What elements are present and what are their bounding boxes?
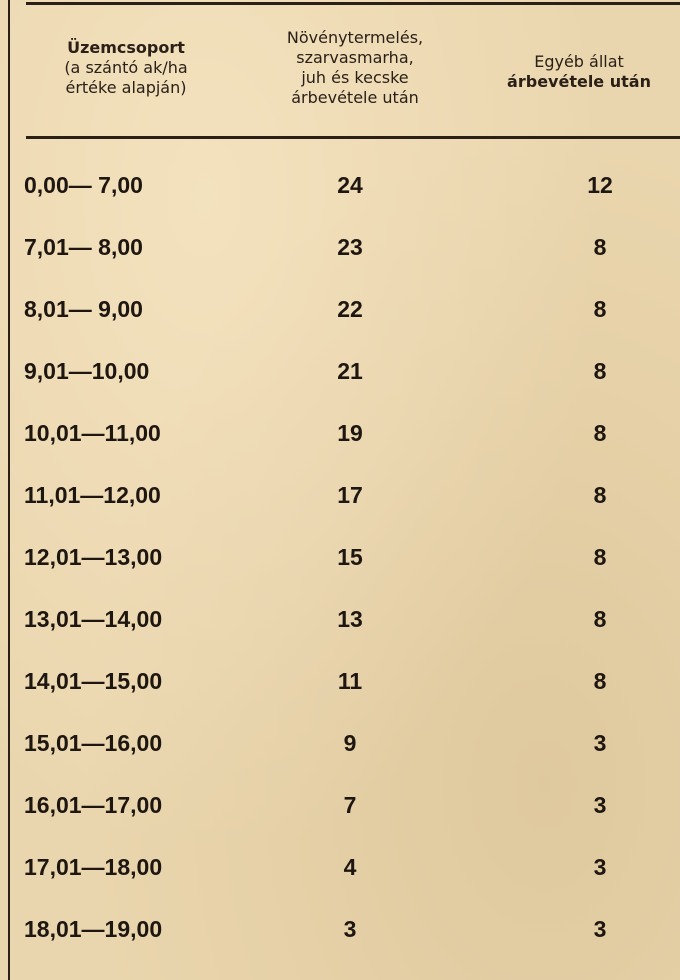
table-row bbox=[0, 274, 680, 344]
other-rate-cell: 3 bbox=[593, 792, 607, 818]
header-egyeb-allat bbox=[478, 52, 680, 92]
table-row bbox=[0, 832, 680, 902]
range-cell: 8,01— 9,00 bbox=[24, 296, 143, 322]
table-row bbox=[0, 770, 680, 840]
range-cell: 18,01—19,00 bbox=[24, 916, 163, 942]
range-cell: 9,01—10,00 bbox=[24, 358, 150, 384]
table-row bbox=[0, 336, 680, 406]
plant-rate-cell: 3 bbox=[343, 916, 357, 942]
other-rate-cell: 12 bbox=[587, 172, 613, 198]
other-rate-cell: 8 bbox=[593, 358, 607, 384]
header-line: juh és kecske bbox=[301, 68, 409, 87]
other-rate-cell: 3 bbox=[593, 916, 607, 942]
table-row bbox=[0, 150, 680, 220]
plant-rate-cell: 4 bbox=[343, 854, 357, 880]
range-cell: 0,00— 7,00 bbox=[24, 172, 143, 198]
header-line: Növénytermelés, bbox=[286, 28, 424, 47]
header-uzemcsoport bbox=[26, 38, 226, 98]
range-cell: 16,01—17,00 bbox=[24, 792, 163, 818]
other-rate-cell: 8 bbox=[593, 234, 607, 260]
range-cell: 12,01—13,00 bbox=[24, 544, 163, 570]
plant-rate-cell: 11 bbox=[337, 668, 363, 694]
table-top-rule bbox=[26, 2, 680, 5]
table-row bbox=[0, 708, 680, 778]
plant-rate-cell: 7 bbox=[343, 792, 357, 818]
range-cell: 10,01—11,00 bbox=[24, 420, 161, 446]
header-line: (a szántó ak/ha bbox=[64, 58, 188, 77]
plant-rate-cell: 24 bbox=[337, 172, 363, 198]
other-rate-cell: 8 bbox=[593, 296, 607, 322]
range-cell: 11,01—12,00 bbox=[24, 482, 161, 508]
other-rate-cell: 3 bbox=[593, 730, 607, 756]
plant-rate-cell: 17 bbox=[337, 482, 363, 508]
other-rate-cell: 3 bbox=[593, 854, 607, 880]
range-cell: 7,01— 8,00 bbox=[24, 234, 143, 260]
other-rate-cell: 8 bbox=[593, 668, 607, 694]
header-line: Üzemcsoport bbox=[67, 38, 185, 57]
header-line: árbevétele után bbox=[291, 88, 419, 107]
range-cell: 17,01—18,00 bbox=[24, 854, 163, 880]
other-rate-cell: 8 bbox=[593, 482, 607, 508]
plant-rate-cell: 22 bbox=[337, 296, 363, 322]
header-line: értéke alapján) bbox=[65, 78, 187, 97]
range-cell: 15,01—16,00 bbox=[24, 730, 163, 756]
table-row bbox=[0, 646, 680, 716]
table-row bbox=[0, 894, 680, 964]
plant-rate-cell: 15 bbox=[337, 544, 363, 570]
table-row bbox=[0, 398, 680, 468]
header-line: szarvasmarha, bbox=[296, 48, 414, 67]
table-header-rule bbox=[26, 136, 680, 139]
plant-rate-cell: 23 bbox=[337, 234, 363, 260]
range-cell: 13,01—14,00 bbox=[24, 606, 163, 632]
plant-rate-cell: 21 bbox=[337, 358, 363, 384]
table-row bbox=[0, 212, 680, 282]
header-line: Egyéb állat bbox=[534, 52, 624, 71]
other-rate-cell: 8 bbox=[593, 606, 607, 632]
plant-rate-cell: 13 bbox=[337, 606, 363, 632]
header-novenytermeles bbox=[250, 28, 460, 108]
range-cell: 14,01—15,00 bbox=[24, 668, 163, 694]
header-line: árbevétele után bbox=[507, 72, 651, 91]
other-rate-cell: 8 bbox=[593, 544, 607, 570]
table-row bbox=[0, 460, 680, 530]
other-rate-cell: 8 bbox=[593, 420, 607, 446]
table-row bbox=[0, 584, 680, 654]
plant-rate-cell: 9 bbox=[343, 730, 357, 756]
table-row bbox=[0, 522, 680, 592]
plant-rate-cell: 19 bbox=[337, 420, 363, 446]
